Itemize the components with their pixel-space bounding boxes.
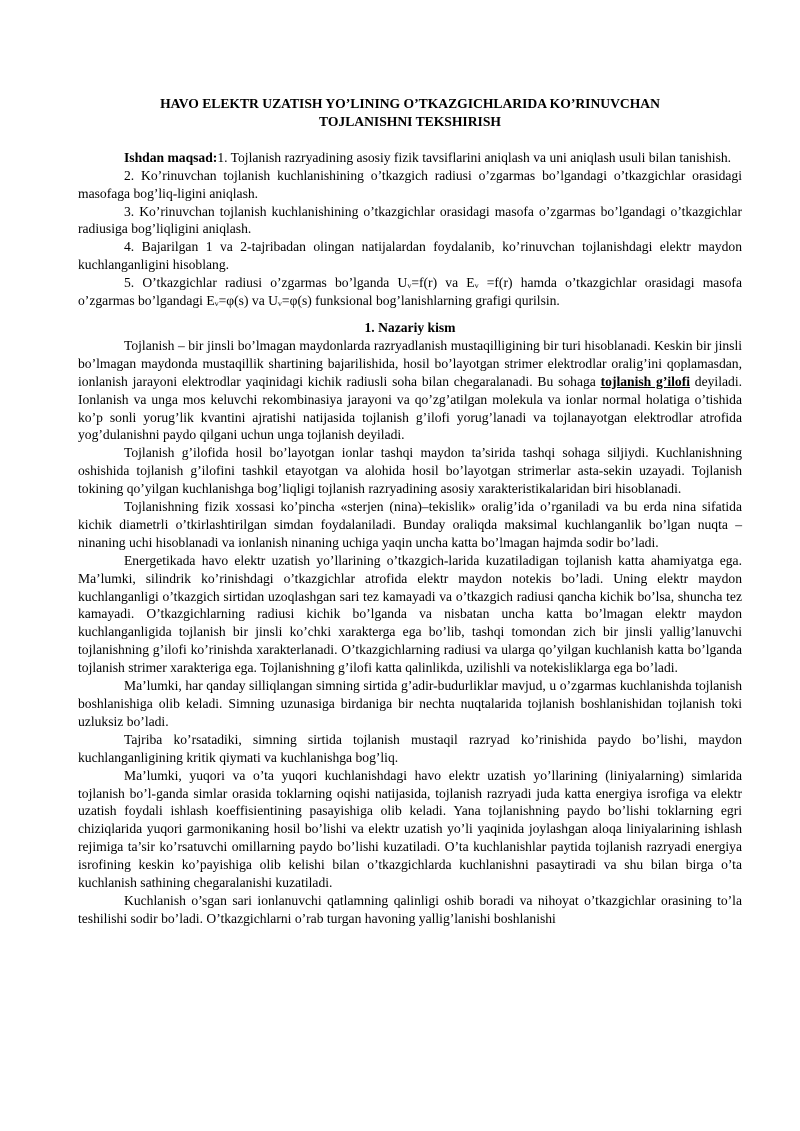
- goal-paragraph-3: 3. Ko’rinuvchan tojlanish kuchlanishining o’tkazgichlar orasidagi masofa o’zgarmas bo’lgandagi o’tkazgichlar radiusiga bog’liqligini aniqlash.: [78, 203, 742, 237]
- theory-paragraph-6: Tajriba ko’rsatadiki, simning sirtida tojlanish mustaqil razryad ko’rinishida paydo bo’lishi, maydon kuchlanganligining kritik qiymati va kuchlanishga bog’liq.: [78, 731, 742, 765]
- theory-paragraph-3: Tojlanishning fizik xossasi ko’pincha «sterjen (nina)–tekislik» oralig’ida o’rganiladi va bu erda nina sifatida kichik diametrli o’tkirlashtirilgan simdan foydalaniladi. Bunday oraliqda maksimal kuchlanganlik bo’lgan nuqta – ninaning uchi hisoblanadi va ionlanish ninaning uchiga yaqin uncha katta bo’lmagan hajmda sodir bo’ladi.: [78, 499, 742, 550]
- theory-paragraph-7: Ma’lumki, yuqori va o’ta yuqori kuchlanishdagi havo elektr uzatish yo’llarining (liniyalarning) simlarida tojlanish bo’l-ganda simlar orasida toklarning oqishi natijasida, tojlanish razryadi juda katta energiya isrofiga va elektr uzatish foydali ishlash koeffisientining pasayishiga olib keladi. Yana tojlanishning paydo bo’lishi toklarning egri chiziqlarida yuqori garmonikaning hosil bo’lishi va elektr uzatish yo’li yaqinida joylashgan aloqa liniyalarining ishlash rejimiga ta’sir ko’rsatuvchi omillarning paydo bo’lishi kuzatiladi. O’ta kuchlanishlar paytida tojlanish razryadi energiya isrofining keskin ko’payishiga olib kelishi bilan o’tkazgichlarda kuchlanishni pasaytiradi va shu bilan birga o’ta kuchlanish sathining chegaralanishi kuzatiladi.: [78, 767, 742, 891]
- section-heading: 1. Nazariy kism: [364, 319, 456, 335]
- goal-1-text: 1. Tojlanish razryadining asosiy fizik tavsiflarini aniqlash va uni aniqlash usuli bilan tanishish.: [217, 149, 732, 165]
- p1-text-after: deyiladi. Ionlanish va unga mos keluvchi rekombinasiya jarayoni va qo’zg’atilgan molekula va ionlar normal holatiga o’tishida ko’p sonli yorug’lik kvantini ajratishi natijasida tojlanish g’ilofi yorug’lanadi va tojlanayotgan elektrodlar atrofida yog’dulanishni paydo qilgani uchun unga tojlanish deyiladi.: [78, 373, 742, 443]
- goal-paragraph-4: 4. Bajarilgan 1 va 2-tajribadan olingan natijalardan foydalanib, ko’rinuvchan tojlanishdagi elektr maydon kuchlanganligini hisoblang.: [78, 239, 742, 273]
- document-body: [78, 95, 742, 928]
- theory-paragraph-5: Ma’lumki, har qanday silliqlangan simning sirtida g’adir-budurliklar mavjud, u o’zgarmas kuchlanishda tojlanish boshlanishiga olib keladi. Simning uzunasiga birdaniga bir nechta nuqtalarida tojlanish boshlanishidan tojlanish toki uzluksiz bo’ladi.: [78, 678, 742, 729]
- goal-paragraph-1: [78, 149, 742, 167]
- title-line-2: TOJLANISHNI TEKSHIRISH: [319, 113, 501, 129]
- document-title: [78, 95, 742, 131]
- p1-text-before: Tojlanish – bir jinsli bo’lmagan maydonlarda razryadlanish mustaqilligining bir turi hisoblanadi. Keskin bir jinsli bo’lmagan maydonda mustaqillik shartining bajarilishida, hosil bo’layotgan strimer elektrodlar oralig’ini qoplamasdan, ionlanish jarayoni elektrodlar yaqinidagi kichik radiusli soha bilan chegaralanadi. Bu sohaga: [78, 337, 742, 389]
- theory-paragraph-2: Tojlanish g’ilofida hosil bo’layotgan ionlar tashqi maydon ta’sirida tashqi sohaga siljiydi. Kuchlanishning oshishida tojlanish g’ilofini tashkil etayotgan va alohida hosil bo’layotgan strimerlar asta-sekin uzayadi. Tojlanish tokining qo’yilgan kuchlanishga bog’liqligi tojlanish razryadining asosiy xarakteristikalaridan biri hisoblanadi.: [78, 445, 742, 497]
- theory-paragraph-8: Kuchlanish o’sgan sari ionlanuvchi qatlamning qalinligi oshib boradi va nihoyat o’tkazgichlar orasining to’la teshilishi sodir bo’ladi. O’tkazgichlarni o’rab turgan havoning yallig’lanishi boshlanishi: [78, 892, 742, 926]
- goal-paragraph-5: 5. O’tkazgichlar radiusi o’zgarmas bo’lganda Uᵥ=f(r) va Eᵥ =f(r) hamda o’tkazgichlar orasidagi masofa o’zgarmas bo’lgandagi Eᵥ=φ(s) va Uᵥ=φ(s) funksional bog’lanishlarning grafigi qurilsin.: [78, 275, 742, 309]
- theory-paragraph-1: [78, 337, 742, 444]
- p1-term: tojlanish g’ilofi: [600, 373, 691, 389]
- theory-paragraph-4: Energetikada havo elektr uzatish yo’llarining o’tkazgich-larida kuzatiladigan tojlanish katta ahamiyatga ega. Ma’lumki, silindrik ko’rinishdagi o’tkazgichlar atrofida elektr maydon notekis bo’ladi. Uning elektr maydon kuchlanganligi o’tkazgich sirtidan uzoqlashgan sari tez kamayadi va o’tkazgich radiusi qancha kichik bo’lsa, shuncha tez kamayadi. O’tkazgichlarning radiusi kichik bo’lganda va nisbatan uncha katta bo’lmagan elektr maydon kuchlanganligida tojlanish bir jinsli ko’chki xarakterga ega bo’lib, tashqi tomondan zich bir jinsli yallig’lanuvchi tojlanishning g’ilofi ko’rinishda xarakterlanadi. O’tkazgichlarning radiusi va ularga qo’yilgan kuchlanish katta bo’lganda tojlanish strimer xarakteriga ega. Tojlanishning g’ilofi katta qalinlikda, uzilishli va notekisliklarga ega bo’ladi.: [78, 552, 742, 676]
- goal-label: Ishdan maqsad:: [124, 149, 218, 165]
- title-line-1: HAVO ELEKTR UZATISH YO’LINING O’TKAZGICHLARIDA KO’RINUVCHAN: [160, 96, 660, 111]
- goal-paragraph-2: 2. Ko’rinuvchan tojlanish kuchlanishining o’tkazgich radiusi o’zgarmas bo’lgandagi o’tkazgichlar orasidagi masofaga bog’liq-ligini aniqlash.: [78, 167, 742, 201]
